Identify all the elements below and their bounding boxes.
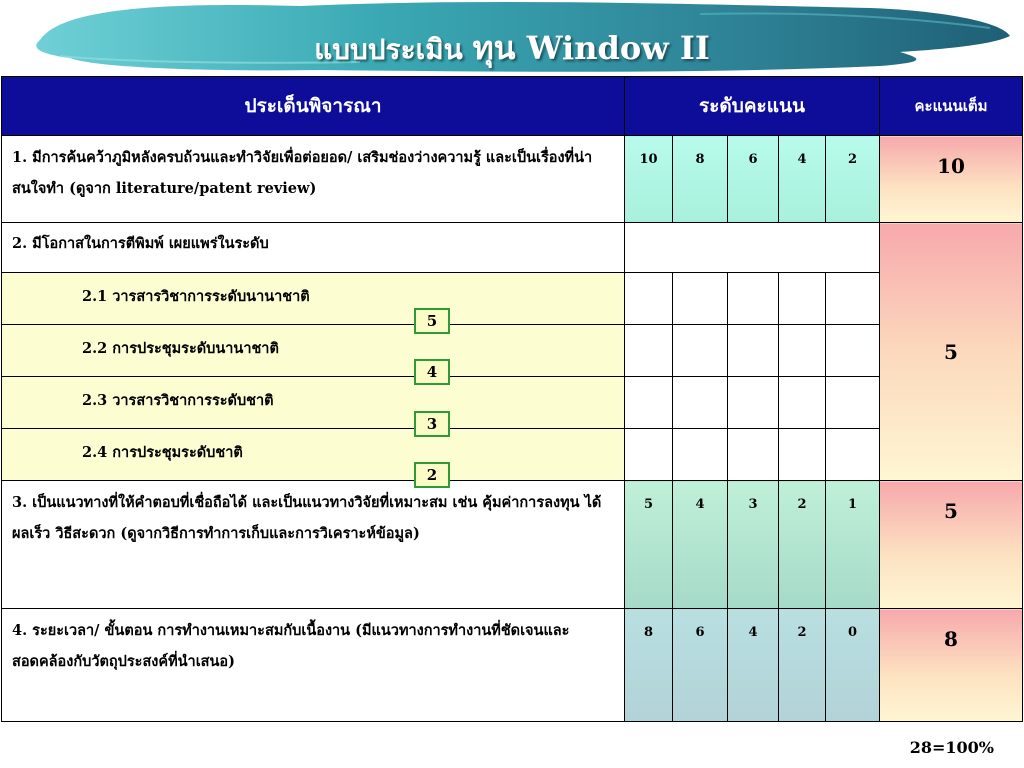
full-score-cell: 5: [880, 481, 1023, 609]
score-cell: 6: [673, 609, 728, 722]
score-cell: 4: [728, 609, 779, 722]
score-cell-empty: [826, 377, 880, 429]
table-row: [2, 223, 1023, 273]
table-row: [2, 377, 1023, 429]
evaluation-table: [1, 76, 1023, 722]
criteria-cell: 3. เป็นแนวทางที่ให้คำตอบที่เชื่อถือได้ และเป็นแนวทางวิจัยที่เหมาะสม เช่น คุ้มค่าการลงทุน ได้ผลเร็ว วิธีสะดวก (ดูจากวิธีการทำการเก็บและการวิเคราะห์ข้อมูล): [2, 481, 625, 609]
criteria-cell: 4. ระยะเวลา/ ขั้นตอน การทำงานเหมาะสมกับเนื้องาน (มีแนวทางการทำงานที่ชัดเจนและสอดคล้องกับวัตถุประสงค์ที่นำเสนอ): [2, 609, 625, 722]
table-row: [2, 325, 1023, 377]
score-cell-empty: [625, 325, 673, 377]
sub-criteria-cell: 2.3 วารสารวิชาการระดับชาติ: [2, 377, 625, 429]
header-criteria: ประเด็นพิจารณา: [2, 77, 625, 136]
score-cell-empty: [673, 325, 728, 377]
header-row: [2, 77, 1023, 136]
criteria-cell: 1. มีการค้นคว้าภูมิหลังครบถ้วนและทำวิจัยเพื่อต่อยอด/ เสริมช่องว่างความรู้ และเป็นเรื่องที่น่าสนใจทำ (ดูจาก literature/patent review): [2, 136, 625, 223]
score-cell-empty: [673, 273, 728, 325]
total-note: 28=100%: [909, 738, 994, 757]
table-row: [2, 273, 1023, 325]
score-cell: 0: [826, 609, 880, 722]
score-cell-empty: [728, 429, 779, 481]
score-cell-empty: [625, 223, 880, 273]
score-cell-empty: [728, 325, 779, 377]
score-cell-empty: [779, 325, 826, 377]
score-cell: 8: [625, 609, 673, 722]
score-badge: 2: [414, 462, 450, 488]
score-cell: 2: [779, 609, 826, 722]
full-score-cell: 8: [880, 609, 1023, 722]
score-cell-empty: [625, 377, 673, 429]
score-badge: 4: [414, 359, 450, 385]
score-cell: 2: [779, 481, 826, 609]
score-cell-empty: [779, 429, 826, 481]
table-row: [2, 609, 1023, 722]
score-cell: 8: [673, 136, 728, 223]
sub-criteria-cell: 2.1 วารสารวิชาการระดับนานาชาติ: [2, 273, 625, 325]
score-cell-empty: [826, 325, 880, 377]
score-cell-empty: [625, 273, 673, 325]
score-cell: 5: [625, 481, 673, 609]
table-row: [2, 481, 1023, 609]
score-cell-empty: [673, 377, 728, 429]
score-cell: 6: [728, 136, 779, 223]
score-badge: 5: [414, 308, 450, 334]
score-cell-empty: [625, 429, 673, 481]
score-cell: 1: [826, 481, 880, 609]
score-badge: 3: [414, 411, 450, 437]
table-row: [2, 136, 1023, 223]
table-row: [2, 429, 1023, 481]
score-cell-empty: [779, 273, 826, 325]
score-cell-empty: [673, 429, 728, 481]
score-cell: 4: [779, 136, 826, 223]
score-cell: 4: [673, 481, 728, 609]
criteria-cell: 2. มีโอกาสในการตีพิมพ์ เผยแพร่ในระดับ: [2, 223, 625, 273]
score-cell-empty: [826, 273, 880, 325]
full-score-cell: 5: [880, 223, 1023, 481]
score-cell-empty: [728, 377, 779, 429]
full-score-cell: 10: [880, 136, 1023, 223]
header-score-level: ระดับคะแนน: [625, 77, 880, 136]
title-text: แบบประเมิน: [314, 33, 463, 66]
header-full-score: คะแนนเต็ม: [880, 77, 1023, 136]
score-cell: 2: [826, 136, 880, 223]
score-cell-empty: [728, 273, 779, 325]
score-cell: 10: [625, 136, 673, 223]
title-highlight: ทุน Window II: [472, 29, 710, 67]
score-cell-empty: [779, 377, 826, 429]
sub-criteria-cell: 2.2 การประชุมระดับนานาชาติ: [2, 325, 625, 377]
score-cell: 3: [728, 481, 779, 609]
score-cell-empty: [826, 429, 880, 481]
sub-criteria-cell: 2.4 การประชุมระดับชาติ: [2, 429, 625, 481]
page-title: [0, 24, 1024, 72]
